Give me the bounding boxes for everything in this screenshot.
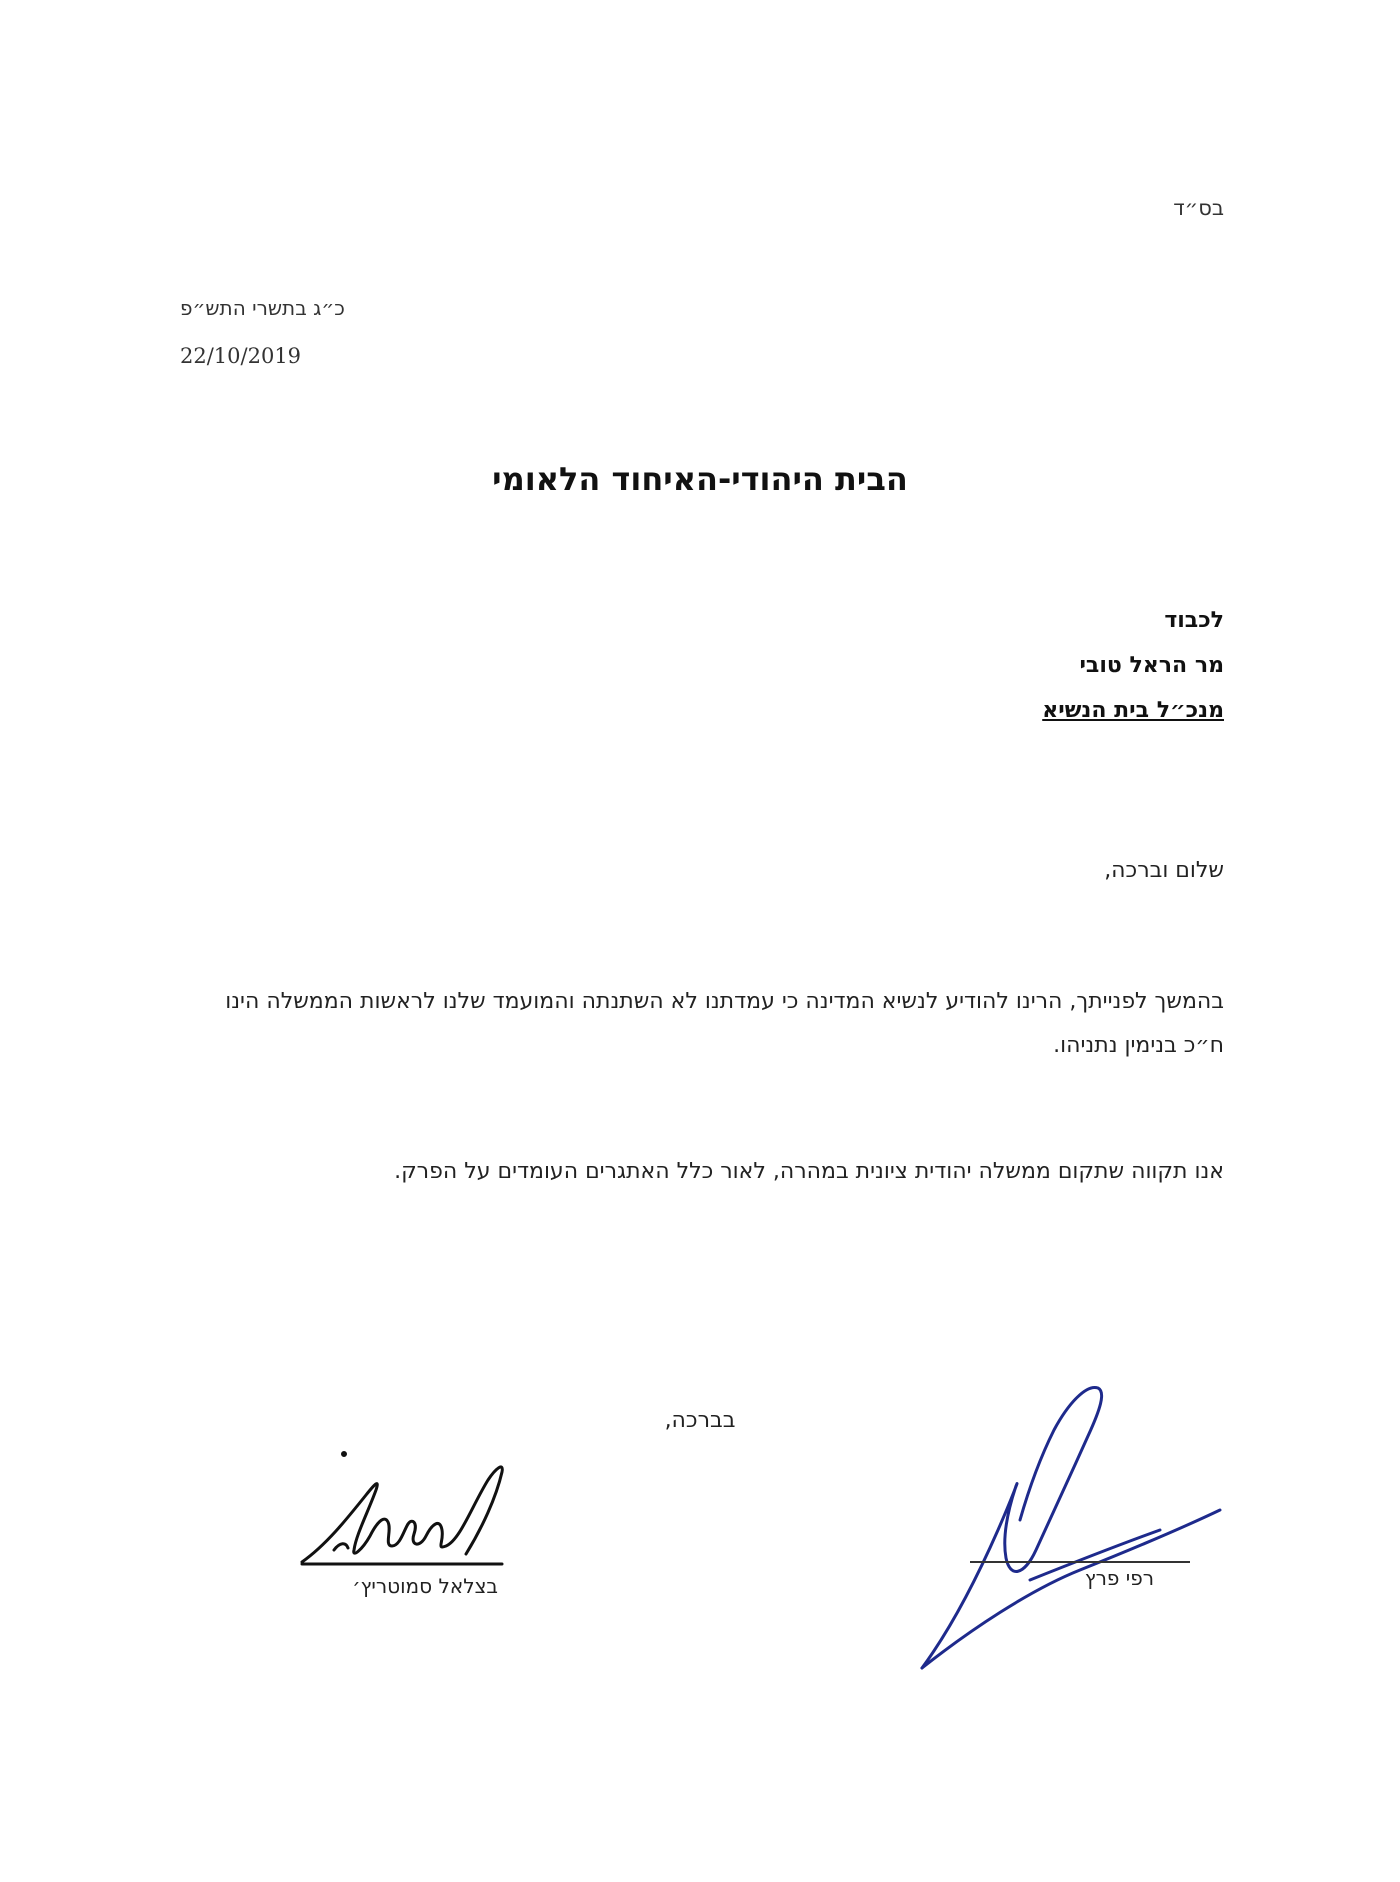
- closing: בברכה,: [664, 1408, 736, 1433]
- greeting: שלום וברכה,: [1104, 858, 1224, 883]
- signature-right: [910, 1380, 1240, 1680]
- gregorian-date: 22/10/2019: [180, 344, 302, 368]
- body-paragraph: בהמשך לפנייתך, הרינו להודיע לנשיא המדינה כי עמדתנו לא השתנתה והמועמד שלנו לראשות הממשלה הינו ח״כ בנימין נתניהו.: [225, 989, 1224, 1058]
- signature-left: [296, 1450, 536, 1630]
- handwritten-signature-blue: [910, 1380, 1240, 1680]
- hebrew-date: כ״ג בתשרי התש״פ: [180, 296, 345, 320]
- signatory-name-left: בצלאל סמוטריץ׳: [352, 1574, 498, 1598]
- bsd-mark: בס״ד: [1173, 196, 1224, 220]
- party-heading: הבית היהודי-האיחוד הלאומי: [492, 460, 908, 498]
- recipient-salutation: לכבוד: [1164, 608, 1224, 633]
- recipient-name: מר הראל טובי: [1079, 653, 1224, 678]
- recipient-address: [1042, 598, 1224, 733]
- body-paragraph: אנו תקווה שתקום ממשלה יהודית ציונית במהרה, לאור כלל האתגרים העומדים על הפרק.: [394, 1159, 1224, 1184]
- handwritten-signature-black: [296, 1450, 536, 1570]
- signatory-name-right: רפי פרץ: [1084, 1566, 1154, 1590]
- recipient-title: מנכ״ל בית הנשיא: [1042, 698, 1224, 723]
